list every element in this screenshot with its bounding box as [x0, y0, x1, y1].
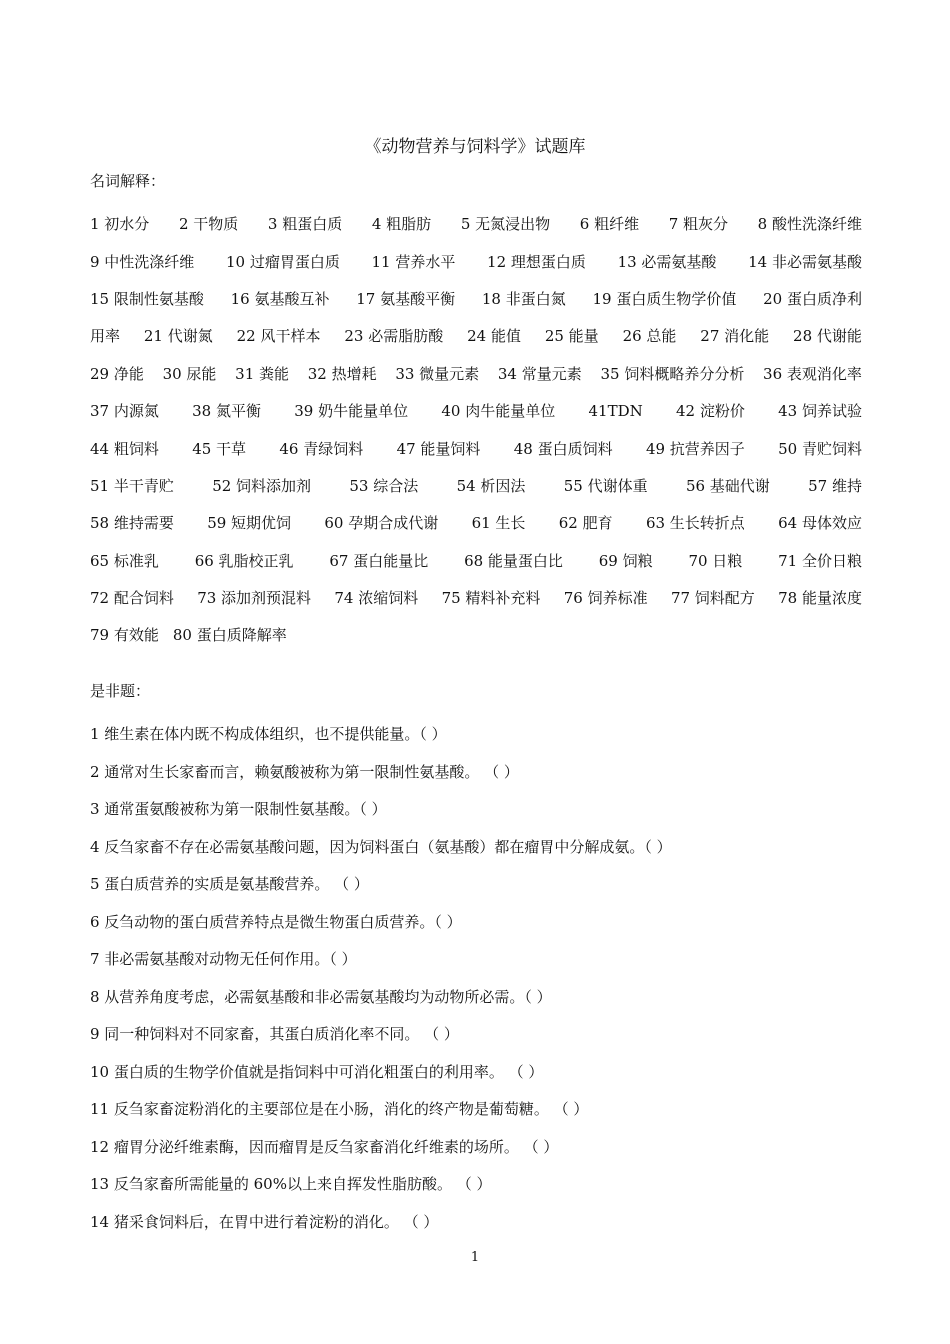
- definition-term: 47 能量饲料: [396, 439, 481, 458]
- definition-term: 73 添加剂预混料: [197, 589, 312, 608]
- definition-term: 72 配合饲料: [90, 589, 174, 608]
- definition-term: 78 能量浓度: [778, 589, 862, 608]
- definition-term: 50 青贮饲料: [778, 439, 862, 458]
- definition-term: 9 中性洗涤纤维: [90, 252, 195, 271]
- definition-term: 31 粪能: [235, 364, 290, 383]
- true-false-question: 12 瘤胃分泌纤维素酶，因而瘤胃是反刍家畜消化纤维素的场所。 （ ）: [90, 1137, 559, 1156]
- definition-term: 4 粗脂肪: [371, 215, 432, 234]
- definition-row: [90, 280, 862, 317]
- definition-term: 14 非必需氨基酸: [748, 252, 862, 271]
- true-false-question: 3 通常蛋氨酸被称为第一限制性氨基酸。（ ）: [90, 800, 387, 819]
- definition-term: 52 饲料添加剂: [212, 476, 312, 495]
- definition-term: 77 饲料配方: [670, 589, 755, 608]
- definition-term: 26 总能: [622, 327, 677, 346]
- definition-term: 38 氮平衡: [192, 402, 261, 421]
- section-heading-true-false: 是非题：: [90, 682, 151, 700]
- definition-term: 57 维持: [808, 476, 862, 495]
- true-false-question: 6 反刍动物的蛋白质营养特点是微生物蛋白质营养。（ ）: [90, 912, 462, 931]
- definition-row: [90, 242, 862, 279]
- definition-term: 61 生长: [471, 514, 526, 533]
- definition-term: 70 日粮: [688, 551, 743, 570]
- definition-term: 56 基础代谢: [685, 476, 770, 495]
- definition-term: 37 内源氮: [90, 402, 159, 421]
- definition-term: 64 母体效应: [778, 514, 862, 533]
- section-heading-definitions: 名词解释：: [90, 172, 166, 190]
- definition-term: 30 尿能: [162, 364, 217, 383]
- definition-term: 5 无氮浸出物: [460, 215, 551, 234]
- definition-term: 66 乳脂校正乳: [194, 551, 294, 570]
- definition-term: 59 短期优饲: [207, 514, 292, 533]
- definition-list: [90, 205, 862, 654]
- definition-term: 13 必需氨基酸: [617, 252, 717, 271]
- true-false-question: 14 猪采食饲料后，在胃中进行着淀粉的消化。 （ ）: [90, 1212, 439, 1231]
- true-false-question: 5 蛋白质营养的实质是氨基酸营养。 （ ）: [90, 875, 369, 894]
- definition-term: 32 热增耗: [307, 364, 377, 383]
- definition-row: [90, 355, 862, 392]
- definition-term: 46 青绿饲料: [279, 439, 364, 458]
- definition-term: 28 代谢能: [793, 327, 862, 346]
- definition-term: 20 蛋白质净利: [763, 289, 862, 308]
- true-false-question: 13 反刍家畜所需能量的 60%以上来自挥发性脂肪酸。 （ ）: [90, 1175, 492, 1194]
- definition-term: 49 抗营养因子: [645, 439, 745, 458]
- definition-term: 21 代谢氮: [143, 327, 213, 346]
- true-false-question: 10 蛋白质的生物学价值就是指饲料中可消化粗蛋白的利用率。 （ ）: [90, 1062, 544, 1081]
- definition-term: 19 蛋白质生物学价值: [592, 289, 737, 308]
- definition-term: 6 粗纤维: [579, 215, 640, 234]
- definition-term: 67 蛋白能量比: [329, 551, 429, 570]
- definition-term: 68 能量蛋白比: [464, 551, 563, 570]
- definition-term: 29 净能: [90, 364, 144, 383]
- definition-term: 8 酸性洗涤纤维: [757, 215, 862, 234]
- definition-row: [90, 429, 862, 466]
- definition-row: [90, 205, 862, 242]
- document-title: 《动物营养与饲料学》试题库: [364, 137, 586, 157]
- definition-term: 1 初水分: [90, 215, 150, 234]
- definition-term: 55 代谢体重: [563, 476, 648, 495]
- definition-term: 40 肉牛能量单位: [441, 402, 556, 421]
- true-false-question: 2 通常对生长家畜而言，赖氨酸被称为第一限制性氨基酸。 （ ）: [90, 762, 519, 781]
- definition-term: 2 干物质: [178, 215, 239, 234]
- definition-term: 7 粗灰分: [668, 215, 729, 234]
- definition-term: 42 淀粉价: [676, 402, 745, 421]
- definition-term: 43 饲养试验: [778, 402, 862, 421]
- definition-term: 35 饲料概略养分分析: [600, 364, 745, 383]
- definition-term: 12 理想蛋白质: [487, 252, 586, 271]
- definition-row: [90, 504, 862, 541]
- definition-term: 10 过瘤胃蛋白质: [225, 252, 340, 271]
- definition-term: 62 肥育: [558, 514, 613, 533]
- definition-term: 3 粗蛋白质: [267, 215, 343, 234]
- definition-term: 16 氨基酸互补: [230, 289, 330, 308]
- true-false-question: 11 反刍家畜淀粉消化的主要部位是在小肠，消化的终产物是葡萄糖。 （ ）: [90, 1100, 589, 1119]
- definition-term: 41TDN: [588, 401, 643, 420]
- definition-term: 76 饲养标准: [563, 589, 648, 608]
- definition-term: 25 能量: [544, 327, 599, 346]
- definition-term: 80 蛋白质降解率: [172, 626, 287, 645]
- true-false-question: 1 维生素在体内既不构成体组织，也不提供能量。（ ）: [90, 725, 447, 744]
- definition-term: 63 生长转折点: [645, 514, 745, 533]
- definition-term: 18 非蛋白氮: [481, 289, 566, 308]
- definition-term: 60 孕期合成代谢: [324, 514, 439, 533]
- true-false-list: [90, 715, 890, 1240]
- definition-term: 48 蛋白质饲料: [513, 439, 613, 458]
- true-false-question: 8 从营养角度考虑，必需氨基酸和非必需氨基酸均为动物所必需。（ ）: [90, 987, 552, 1006]
- true-false-question: 4 反刍家畜不存在必需氨基酸问题，因为饲料蛋白（氨基酸）都在瘤胃中分解成氨。（ ）: [90, 837, 672, 856]
- definition-term: 69 饲粮: [598, 551, 653, 570]
- definition-term: 23 必需脂肪酸: [344, 327, 444, 346]
- definition-term: 54 析因法: [456, 476, 526, 495]
- definition-term: 45 干草: [192, 439, 247, 458]
- definition-row: [90, 616, 862, 653]
- definition-term: 11 营养水平: [371, 252, 456, 271]
- definition-term: 74 浓缩饲料: [334, 589, 419, 608]
- definition-term: 24 能值: [467, 327, 521, 346]
- definition-term: 36 表观消化率: [763, 364, 862, 383]
- definition-row: [90, 579, 862, 616]
- definition-term: 34 常量元素: [497, 364, 582, 383]
- definition-term: 33 微量元素: [395, 364, 480, 383]
- page-number: 1: [470, 1250, 480, 1265]
- definition-term: 用率: [90, 327, 121, 346]
- definition-term: 79 有效能: [90, 626, 159, 645]
- definition-row: [90, 392, 862, 429]
- definition-row: [90, 317, 862, 354]
- true-false-question: 9 同一种饲料对不同家畜，其蛋白质消化率不同。 （ ）: [90, 1025, 459, 1044]
- definition-term: 15 限制性氨基酸: [90, 289, 204, 308]
- definition-row: [90, 542, 862, 579]
- definition-term: 51 半干青贮: [90, 476, 174, 495]
- definition-term: 17 氨基酸平衡: [356, 289, 456, 308]
- definition-term: 58 维持需要: [90, 514, 174, 533]
- definition-row: [90, 467, 862, 504]
- definition-term: 71 全价日粮: [778, 551, 862, 570]
- definition-term: 22 风干样本: [236, 327, 321, 346]
- definition-term: 44 粗饲料: [90, 439, 159, 458]
- definition-term: 53 综合法: [349, 476, 419, 495]
- true-false-question: 7 非必需氨基酸对动物无任何作用。（ ）: [90, 950, 357, 969]
- definition-term: 39 奶牛能量单位: [294, 402, 409, 421]
- definition-term: 65 标准乳: [90, 551, 159, 570]
- definition-term: 75 精料补充料: [441, 589, 541, 608]
- definition-term: 27 消化能: [700, 327, 770, 346]
